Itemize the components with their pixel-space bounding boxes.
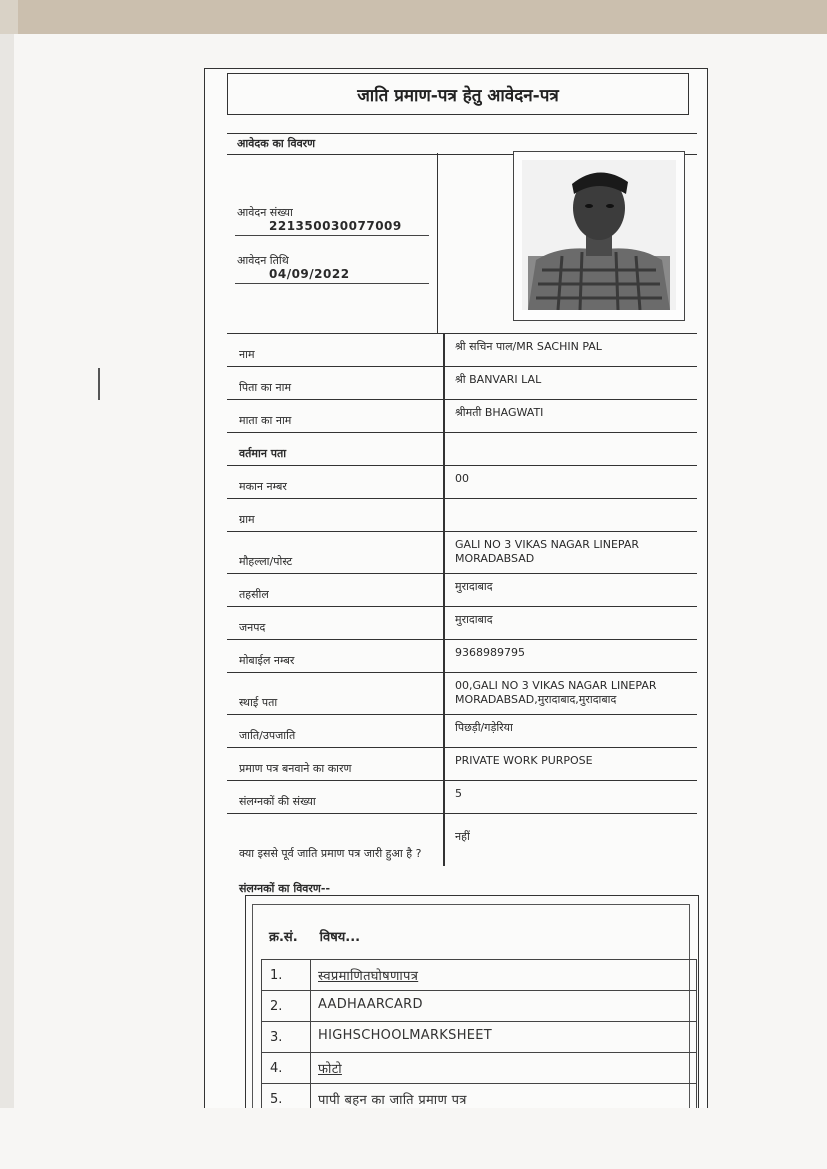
row-label: मकान नम्बर: [239, 480, 287, 493]
attachment-row: 4. फोटो: [261, 1052, 697, 1083]
row-label: क्या इससे पूर्व जाति प्रमाण पत्र जारी हुआ है ?: [239, 847, 422, 860]
attachments-box: [245, 895, 699, 1110]
application-number: 221350030077009: [269, 219, 402, 233]
page-bottom-margin: [0, 1108, 827, 1169]
details-row: [227, 606, 697, 639]
application-info: [227, 153, 438, 333]
row-label: प्रमाण पत्र बनवाने का कारण: [239, 762, 352, 775]
applicant-photo: [513, 151, 685, 321]
row-value: मुरादाबाद: [455, 613, 493, 626]
attachments-table: [261, 959, 697, 1110]
scan-mark: [98, 368, 100, 400]
serial-header: क्र.सं.: [269, 930, 298, 945]
attachment-row: 2. AADHAARCARD: [261, 990, 697, 1021]
row-value: GALI NO 3 VIKAS NAGAR LINEPAR MORADABSAD: [455, 538, 639, 565]
row-label: तहसील: [239, 588, 269, 601]
row-value: मुरादाबाद: [455, 580, 493, 593]
attachment-row: 5. पापी बहन का जाति प्रमाण पत्र: [261, 1083, 697, 1110]
details-row: [227, 399, 697, 432]
details-table: [227, 333, 697, 866]
details-row: [227, 432, 697, 465]
row-label: नाम: [239, 348, 255, 361]
attachments-header: [269, 927, 360, 945]
row-value: पिछड़ी/गड़ेरिया: [455, 721, 513, 734]
details-row: [227, 573, 697, 606]
details-row: [227, 813, 697, 866]
row-label: मोबाईल नम्बर: [239, 654, 295, 667]
details-row: [227, 333, 697, 366]
row-value: श्रीमती BHAGWATI: [455, 406, 544, 419]
attachment-row: 1. स्वप्रमाणितघोषणापत्र: [261, 959, 697, 990]
details-row: [227, 714, 697, 747]
attachments-title: संलग्नकों का विवरण--: [239, 882, 331, 895]
details-row: [227, 531, 697, 573]
row-value: 00,GALI NO 3 VIKAS NAGAR LINEPAR MORADABSAD,मुरादाबाद,मुरादाबाद: [455, 679, 657, 706]
row-label: जाति/उपजाति: [239, 729, 296, 742]
row-value: PRIVATE WORK PURPOSE: [455, 754, 593, 767]
caste-certificate-form: [204, 68, 708, 1110]
row-value: 9368989795: [455, 646, 525, 659]
scanner-top-band: [0, 0, 827, 34]
row-label: स्थाई पता: [239, 696, 278, 709]
subject-header: विषय...: [319, 930, 361, 945]
row-label: संलग्नकों की संख्या: [239, 795, 316, 808]
row-value: 00: [455, 472, 469, 485]
details-row: [227, 672, 697, 714]
application-number-label: आवेदन संख्या: [237, 206, 293, 219]
row-value: श्री सचिन पाल/MR SACHIN PAL: [455, 340, 602, 353]
row-label: वर्तमान पता: [239, 447, 287, 460]
row-value: नहीं: [455, 830, 470, 843]
row-label: ग्राम: [239, 513, 255, 526]
row-label: जनपद: [239, 621, 266, 634]
row-label: पिता का नाम: [239, 381, 292, 394]
details-row: [227, 639, 697, 672]
applicant-details-heading: आवेदक का विवरण: [227, 133, 697, 155]
form-title: जाति प्रमाण-पत्र हेतु आवेदन-पत्र: [227, 73, 689, 115]
details-row: [227, 780, 697, 813]
application-date-label: आवेदन तिथि: [237, 254, 289, 267]
details-row: [227, 465, 697, 498]
row-label: माता का नाम: [239, 414, 292, 427]
details-row: [227, 747, 697, 780]
row-label: मौहल्ला/पोस्ट: [239, 555, 293, 568]
attachment-row: 3. HIGHSCHOOLMARKSHEET: [261, 1021, 697, 1052]
row-value: श्री BANVARI LAL: [455, 373, 542, 386]
details-row: [227, 498, 697, 531]
application-date: 04/09/2022: [269, 267, 350, 281]
row-value: 5: [455, 787, 462, 800]
details-row: [227, 366, 697, 399]
